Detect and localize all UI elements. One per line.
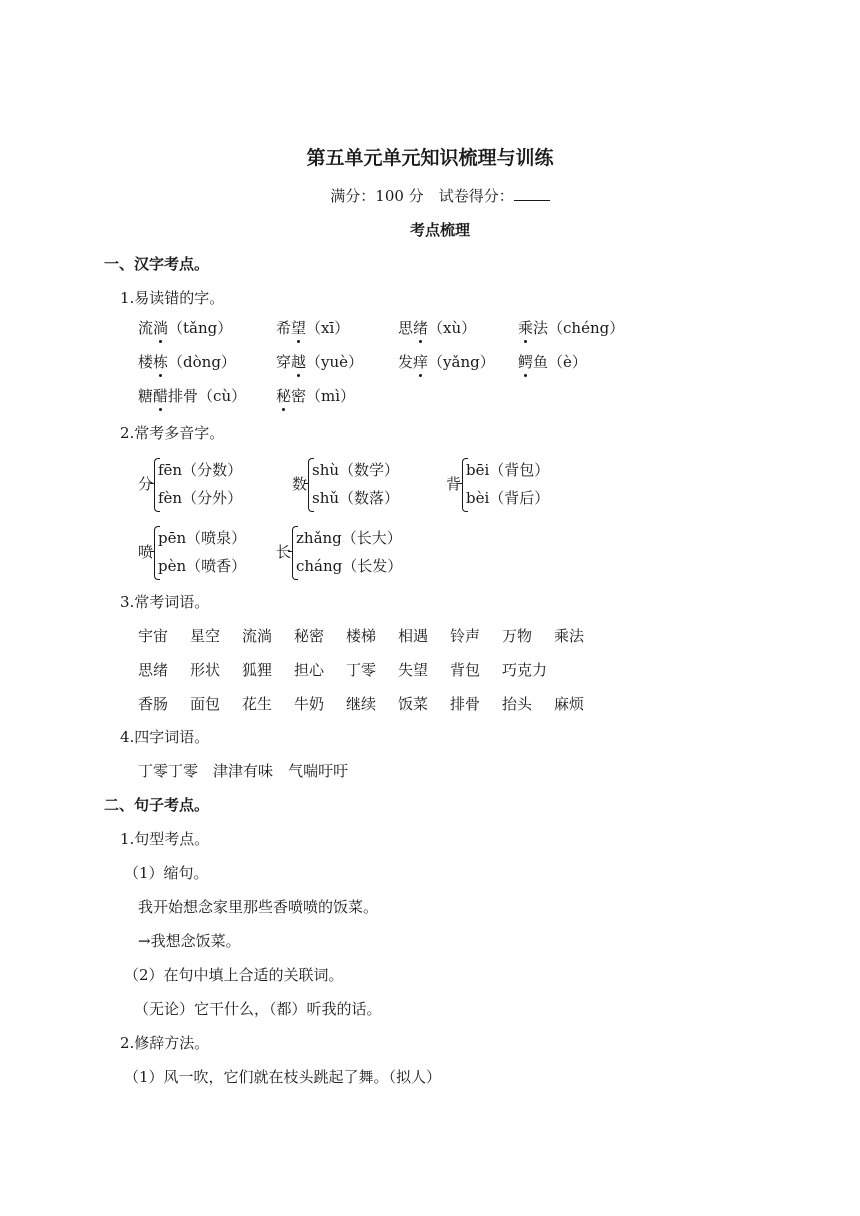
vocab-word: 失望 [398, 661, 429, 679]
polyphone-reading: shǔ（数落） [312, 489, 400, 507]
polyphone-char: 数 [292, 475, 308, 493]
vocab-word: 排骨 [450, 695, 481, 713]
vocab-word: 牛奶 [294, 695, 325, 713]
word-part: 糖 [138, 387, 154, 405]
section-heading-characters: 一、汉字考点。 [104, 255, 210, 273]
idiom-list [138, 761, 348, 781]
example-sentence: 我开始想念家里那些香喷喷的饭菜。 [138, 898, 379, 916]
polyphone-reading: bēi（背包） [466, 461, 550, 479]
pinyin: （xī） [306, 319, 350, 337]
misread-word [138, 386, 246, 406]
subsection-label: 1.句型考点。 [120, 830, 210, 848]
pinyin: （tǎng） [168, 319, 233, 337]
score-blank [514, 186, 550, 201]
word-part: 穿 [276, 353, 292, 371]
pinyin: （chéng） [548, 319, 625, 337]
vocab-word: 流淌 [242, 627, 273, 645]
misread-word [276, 386, 355, 406]
vocab-word: 万物 [502, 627, 533, 645]
misread-word [518, 352, 587, 372]
pinyin: （è） [548, 353, 587, 371]
misread-word [138, 352, 236, 372]
page-title: 第五单元单元知识梳理与训练 [306, 147, 554, 169]
polyphone-reading: shù（数学） [312, 461, 400, 479]
vocab-word: 思绪 [138, 661, 169, 679]
misread-word [276, 318, 349, 338]
emphasized-char: 痒 [413, 353, 429, 371]
misread-word [276, 352, 363, 372]
subsection-label: 2.修辞方法。 [120, 1034, 210, 1052]
polyphone-char: 长 [276, 543, 292, 561]
pinyin: （cù） [198, 387, 247, 405]
emphasized-char: 淌 [153, 319, 169, 337]
word-part: 楼 [138, 353, 154, 371]
vocab-word: 花生 [242, 695, 273, 713]
emphasized-char: 醋 [153, 387, 169, 405]
word-part: 发 [398, 353, 414, 371]
vocab-word: 香肠 [138, 695, 169, 713]
emphasized-char: 绪 [413, 319, 429, 337]
polyphone-reading: bèi（背后） [466, 489, 550, 507]
emphasized-char: 越 [291, 353, 307, 371]
polyphone-reading: pēn（喷泉） [158, 529, 247, 547]
vocab-word: 饭菜 [398, 695, 429, 713]
idiom: 气喘吁吁 [288, 762, 349, 780]
pinyin: （dòng） [168, 353, 236, 371]
score-line [0, 185, 860, 206]
example-sentence: （无论）它干什么，（都）听我的话。 [134, 1000, 382, 1018]
point-label: （2）在句中填上合适的关联词。 [124, 966, 344, 984]
polyphone-reading: cháng（长发） [296, 557, 403, 575]
subsection-label: 4.四字词语。 [120, 728, 210, 746]
polyphone-reading: pèn（喷香） [158, 557, 247, 575]
vocab-word: 继续 [346, 695, 377, 713]
pinyin: （yuè） [306, 353, 364, 371]
emphasized-char: 栋 [153, 353, 169, 371]
emphasized-char: 秘 [276, 387, 292, 405]
subsection-label: 2.常考多音字。 [120, 424, 225, 442]
vocab-word: 狐狸 [242, 661, 273, 679]
misread-word [398, 318, 476, 338]
rhetoric-example: （1）风一吹，它们就在枝头跳起了舞。（拟人） [124, 1068, 442, 1086]
section-subtitle: 考点梳理 [409, 221, 470, 239]
idiom: 津津有味 [213, 762, 274, 780]
score-got-label: 试卷得分： [438, 187, 514, 205]
polyphone-char: 分 [138, 475, 154, 493]
subsection-label: 1.易读错的字。 [120, 289, 225, 307]
subsection-label: 3.常考词语。 [120, 593, 210, 611]
vocab-word: 担心 [294, 661, 325, 679]
vocab-word: 相遇 [398, 627, 429, 645]
pinyin: （xù） [428, 319, 477, 337]
vocab-word: 乘法 [554, 627, 585, 645]
word-part: 法 [533, 319, 549, 337]
word-part: 密 [291, 387, 307, 405]
vocab-word: 巧克力 [502, 661, 548, 679]
misread-word [518, 318, 624, 338]
polyphone-reading: fèn（分外） [158, 489, 243, 507]
emphasized-char: 乘 [518, 319, 534, 337]
word-part: 流 [138, 319, 154, 337]
polyphone-reading: zhǎng（长大） [296, 529, 402, 547]
word-part: 排骨 [168, 387, 199, 405]
answer-sentence: →我想念饭菜。 [138, 932, 241, 950]
pinyin: （mì） [306, 387, 356, 405]
misread-word [398, 352, 495, 372]
vocab-word: 抬头 [502, 695, 533, 713]
polyphone-char: 喷 [138, 543, 154, 561]
section-heading-sentences: 二、句子考点。 [104, 796, 210, 814]
vocab-word: 宇宙 [138, 627, 169, 645]
word-part: 鱼 [533, 353, 549, 371]
word-part: 思 [398, 319, 414, 337]
vocab-word: 秘密 [294, 627, 325, 645]
pinyin: （yǎng） [428, 353, 495, 371]
emphasized-char: 望 [291, 319, 307, 337]
point-label: （1）缩句。 [124, 864, 209, 882]
vocab-word: 背包 [450, 661, 481, 679]
polyphone-reading: fēn（分数） [158, 461, 243, 479]
vocab-word: 铃声 [450, 627, 481, 645]
vocab-word: 楼梯 [346, 627, 377, 645]
vocab-word: 形状 [190, 661, 221, 679]
polyphone-char: 背 [446, 475, 462, 493]
full-score: 满分：100 分 [330, 187, 424, 205]
idiom: 丁零丁零 [138, 762, 199, 780]
word-part: 希 [276, 319, 292, 337]
vocab-word: 面包 [190, 695, 221, 713]
vocab-word: 丁零 [346, 661, 377, 679]
vocab-word: 麻烦 [554, 695, 585, 713]
vocab-word: 星空 [190, 627, 221, 645]
emphasized-char: 鳄 [518, 353, 534, 371]
misread-word [138, 318, 232, 338]
